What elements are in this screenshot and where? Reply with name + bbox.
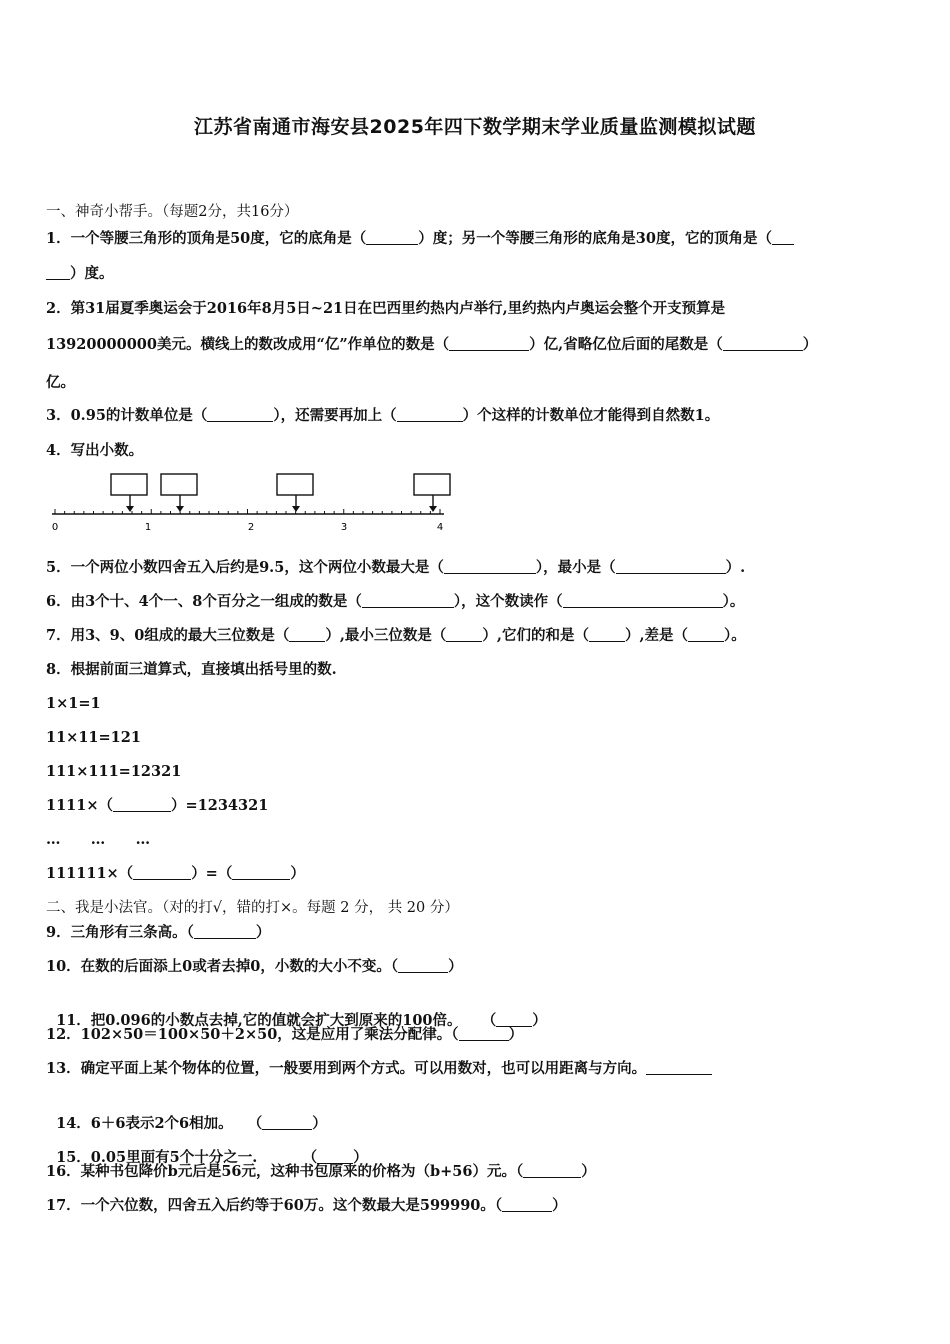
answer-blank[interactable] xyxy=(616,559,726,574)
equation-line: 1111×（ ）=1234321 xyxy=(46,797,269,814)
equation-line: 111111×（ ）=（ ） xyxy=(46,865,305,882)
equation-line: 111×111=12321 xyxy=(46,763,182,780)
question-2-end: 亿。 xyxy=(46,374,75,391)
answer-blank[interactable] xyxy=(563,593,723,608)
answer-blank[interactable] xyxy=(133,865,191,880)
tick-label-4: 4 xyxy=(436,522,444,533)
question-2-cont: 13920000000美元。横线上的数改成用“亿”作单位的数是（ ）亿,省略亿位后面的尾数是（ ） xyxy=(46,336,818,353)
answer-box[interactable] xyxy=(414,474,450,512)
answer-blank[interactable] xyxy=(446,627,482,642)
tick-label-2: 2 xyxy=(247,522,255,533)
page-title: 江苏省南通市海安县2025年四下数学期末学业质量监测模拟试题 xyxy=(194,116,756,138)
tick-label-3: 3 xyxy=(340,522,348,533)
number-line-ticks xyxy=(55,509,440,514)
question-9: 9．三角形有三条高。（ ） xyxy=(46,924,271,941)
question-5: 5．一个两位小数四舍五入后约是9.5，这个两位小数最大是（ ），最小是（ ）. xyxy=(46,559,746,576)
question-1-cont: ）度。 xyxy=(46,264,906,284)
question-7: 7．用3、9、0组成的最大三位数是（ ）,最小三位数是（ ）,它们的和是（ ）,差是（ ）。 xyxy=(46,627,746,644)
answer-blank[interactable] xyxy=(688,627,724,642)
answer-blank[interactable] xyxy=(589,627,625,642)
ellipsis-line: … … … xyxy=(46,831,151,848)
answer-blank[interactable] xyxy=(46,265,70,280)
answer-blank[interactable] xyxy=(398,958,448,973)
section-2-heading: 二、我是小法官。（对的打√，错的打×。每题 2 分， 共 20 分） xyxy=(46,900,459,916)
question-17: 17．一个六位数，四舍五入后约等于60万。这个数最大是599990。（ ） xyxy=(46,1197,567,1214)
answer-blank[interactable] xyxy=(289,627,325,642)
answer-blank[interactable] xyxy=(366,230,418,245)
section-1-heading: 一、神奇小帮手。（每题2分，共16分） xyxy=(46,204,299,220)
question-12: 12．102×50＝100×50＋2×50，这是应用了乘法分配律。（ ） xyxy=(46,1026,524,1043)
equation-line: 1×1=1 xyxy=(46,695,101,712)
answer-blank[interactable] xyxy=(397,407,463,422)
tick-label-1: 1 xyxy=(144,522,152,533)
answer-blank[interactable] xyxy=(207,407,273,422)
question-1: 1．一个等腰三角形的顶角是50度，它的底角是（ ）度；另一个等腰三角形的底角是30度，它的顶角是（ xyxy=(46,229,906,249)
answer-blank[interactable] xyxy=(502,1197,552,1212)
question-4: 4．写出小数。 xyxy=(46,442,144,459)
answer-blank[interactable] xyxy=(113,797,171,812)
answer-blank[interactable] xyxy=(459,1026,509,1041)
tick-label-0: 0 xyxy=(51,522,59,533)
answer-blank[interactable] xyxy=(232,865,290,880)
question-11: 11．把0.096的小数点去掉,它的值就会扩大到原来的100倍。 （ ） xyxy=(56,1012,547,1029)
answer-blank[interactable] xyxy=(523,1163,581,1178)
answer-box[interactable] xyxy=(111,474,147,512)
answer-box[interactable] xyxy=(277,474,313,512)
equation-line: 11×11=121 xyxy=(46,729,141,746)
answer-blank[interactable] xyxy=(723,336,803,351)
question-16: 16．某种书包降价b元后是56元，这种书包原来的价格为（b+56）元。（ ） xyxy=(46,1163,596,1180)
number-line-figure xyxy=(46,468,456,534)
answer-blank[interactable] xyxy=(194,924,256,939)
answer-box[interactable] xyxy=(161,474,197,512)
answer-blank[interactable] xyxy=(444,559,536,574)
question-10: 10．在数的后面添上0或者去掉0，小数的大小不变。（ ） xyxy=(46,958,463,975)
answer-blank[interactable] xyxy=(772,230,794,245)
answer-blank[interactable] xyxy=(646,1060,712,1075)
answer-blank[interactable] xyxy=(362,593,454,608)
question-2: 2．第31届夏季奥运会于2016年8月5日~21日在巴西里约热内卢举行,里约热内卢奥运会整个开支预算是 xyxy=(46,300,726,317)
question-8: 8．根据前面三道算式，直接填出括号里的数. xyxy=(46,661,337,678)
question-13: 13．确定平面上某个物体的位置，一般要用到两个方式。可以用数对，也可以用距离与方向。 xyxy=(46,1059,906,1079)
question-6: 6．由3个十、4个一、8个百分之一组成的数是（ ），这个数读作（ ）。 xyxy=(46,593,745,610)
question-14: 14．6＋6表示2个6相加。 （ ） xyxy=(56,1115,327,1132)
question-3: 3．0.95的计数单位是（ ），还需要再加上（ ）个这样的计数单位才能得到自然数1。 xyxy=(46,407,720,424)
question-15: 15．0.05里面有5个十分之一. （ ） xyxy=(56,1149,368,1166)
answer-blank[interactable] xyxy=(449,336,529,351)
